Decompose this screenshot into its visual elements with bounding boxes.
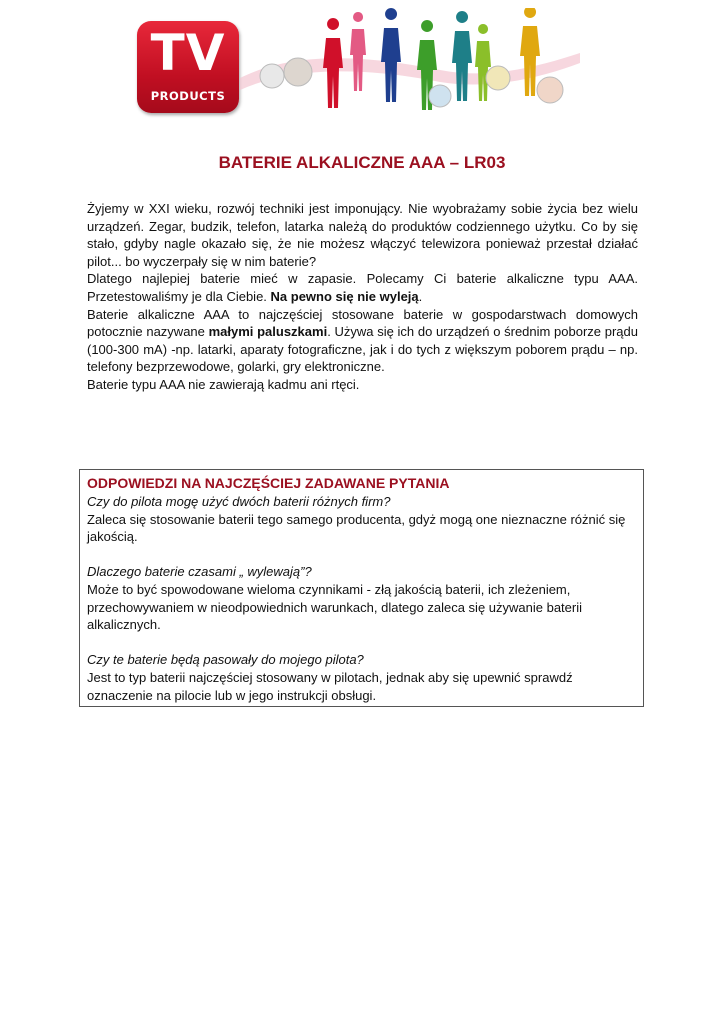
silhouette-teal-figure [452, 11, 472, 101]
faq-title: ODPOWIEDZI NA NAJCZĘŚCIEJ ZADAWANE PYTANIA [87, 475, 450, 491]
faq-question: Czy do pilota mogę użyć dwóch baterii różnych firm? [87, 494, 391, 509]
intro-text: . [418, 288, 423, 304]
page-title: BATERIE ALKALICZNE AAA – LR03 [218, 153, 506, 172]
faq-answer: Zaleca się stosowanie baterii tego samego producenta, gdyż mogą one nieznaczne różnić się jakością. [87, 511, 626, 545]
intro-paragraph: Żyjemy w XXI wieku, rozwój techniki jest imponujący. Nie wyobrażamy sobie życia bez wielu urządzeń. Zegar, budzik, telefon, latarka należą do produktów codziennego użytku. Co by się stało, gdyby nagle okazało się, że nie możesz włączyć telewizora ponieważ przestał działać pilot... bo wyczerpały się w nim baterie? [87, 201, 638, 269]
intro-emphasis: małymi paluszkami [208, 324, 328, 340]
faq-spacer [87, 546, 635, 564]
tv-products-logo [137, 21, 239, 113]
silhouette-gold-figure [520, 8, 540, 96]
faq-answer: Może to być spowodowane wieloma czynnikami - złą jakością baterii, ich zleżeniem, przechowywaniem w nieodpowiednich warunkach, dlatego zaleca się używanie baterii alkalicznych. [87, 581, 582, 633]
logo-text-tv: TV [150, 24, 226, 82]
intro-emphasis: Na pewno się nie wyleją [270, 288, 419, 304]
product-circle [284, 58, 312, 86]
faq-answer: Jest to typ baterii najczęściej stosowany w pilotach, jednak aby się upewnić sprawdź oznaczenie na pilocie lub w jego instrukcji obsługi. [87, 669, 573, 703]
intro-text: . Używa się ich do urządzeń o średnim poborze prądu (100-300 mA) -np. latarki, aparaty fotograficzne, jak i do tych z większym poborem prądu – np. telefony bezprzewodowe, golarki, gry elektroniczne. [87, 324, 638, 375]
header-banner [130, 8, 580, 118]
faq-question: Dlaczego baterie czasami „ wylewają”? [87, 564, 312, 580]
product-circle [260, 64, 284, 88]
banner-illustration [240, 8, 580, 118]
intro-text: Dlatego najlepiej baterie mieć w zapasie. Polecamy Ci baterie alkaliczne typu AAA. Przetestowaliśmy je dla Ciebie. [87, 271, 638, 304]
faq-question: Czy te baterie będą pasowały do mojego pilota? [87, 652, 364, 668]
logo-text-products: PRODUCTS [150, 89, 226, 103]
silhouette-blue-figure [381, 8, 401, 102]
intro-paragraph: Baterie typu AAA nie zawierają kadmu ani rtęci. [87, 376, 360, 392]
intro-paragraph [87, 270, 638, 305]
faq-spacer [87, 634, 635, 652]
silhouette-red-figure [323, 18, 343, 108]
product-circle [486, 66, 510, 90]
silhouette-pink-figure [350, 12, 366, 91]
product-circle [429, 85, 451, 107]
product-circle [537, 77, 563, 103]
silhouette-lime-figure [475, 24, 491, 101]
intro-text: Baterie alkaliczne AAA to najczęściej stosowane baterie w gospodarstwach domowych potocznie nazywane [87, 306, 638, 340]
intro-section [87, 200, 638, 394]
faq-box [79, 469, 644, 707]
intro-paragraph [87, 306, 638, 376]
